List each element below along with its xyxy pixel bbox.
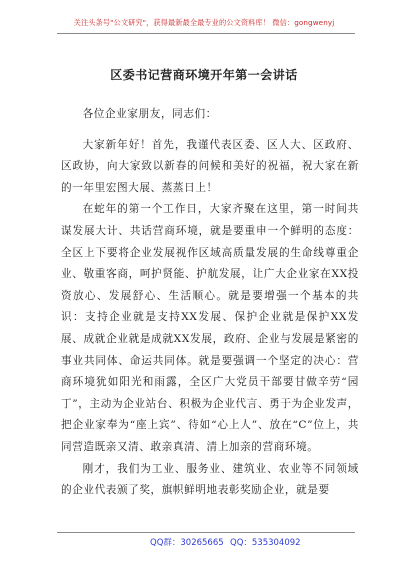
document-body: [61, 104, 359, 528]
salutation-paragraph: 各位企业家朋友，同志们：: [82, 108, 217, 120]
greeting-paragraph: 大家新年好！首先，我谨代表区委、区人大、区政府、区政协，向大家致以新春的问候和美好的祝福，祝大家在新的一年里宏图大展、蒸蒸日上！: [61, 138, 359, 194]
body-paragraph: 刚才，我们为工业、服务业、建筑业、农业等不同领域的企业代表颁了奖，旗帜鲜明地表彰奖励企业，就是要: [61, 462, 359, 497]
header-divider: [57, 33, 355, 34]
header-promo-text: 关注头条号"公文研究"，获得最新最全最专业的公文资料库！ 微信：gongwenyj: [73, 18, 335, 27]
footer-qq-group: QQ群：30265665: [150, 538, 224, 548]
page-header: [0, 0, 408, 36]
footer-divider: [57, 532, 355, 533]
body-paragraph: 在蛇年的第一个工作日，大家齐聚在这里，第一时间共谋发展大计、共话营商环境，就是要重申一个鲜明的态度：全区上下要将企业发展视作区域高质量发展的生命线尊重企业、敬重客商，呵护贤能、护航发展，让广大企业家在XX投资放心、发展舒心、生活顺心。就是要增强一个基本的共识：支持企业就是支持XX发展、保护企业就是保护XX发展、成就企业就是成就XX发展，政府、企业与发展是紧密的事业共同体、命运共同体。就是要强调一个坚定的决心：营商环境犹如阳光和雨露，全区广大党员干部要甘做辛劳“园丁”，主动为企业站台、积极为企业代言、勇于为企业发声，把企业家奉为“座上宾”、待如“心上人”、放在“C”位上，共同营造既亲又清、敢亲真清、清上加亲的营商环境。: [61, 203, 359, 453]
document-title: 区委书记营商环境开年第一会讲话: [110, 68, 298, 82]
page-footer: [0, 530, 408, 580]
footer-qq-contact: QQ：535304092: [230, 538, 301, 548]
